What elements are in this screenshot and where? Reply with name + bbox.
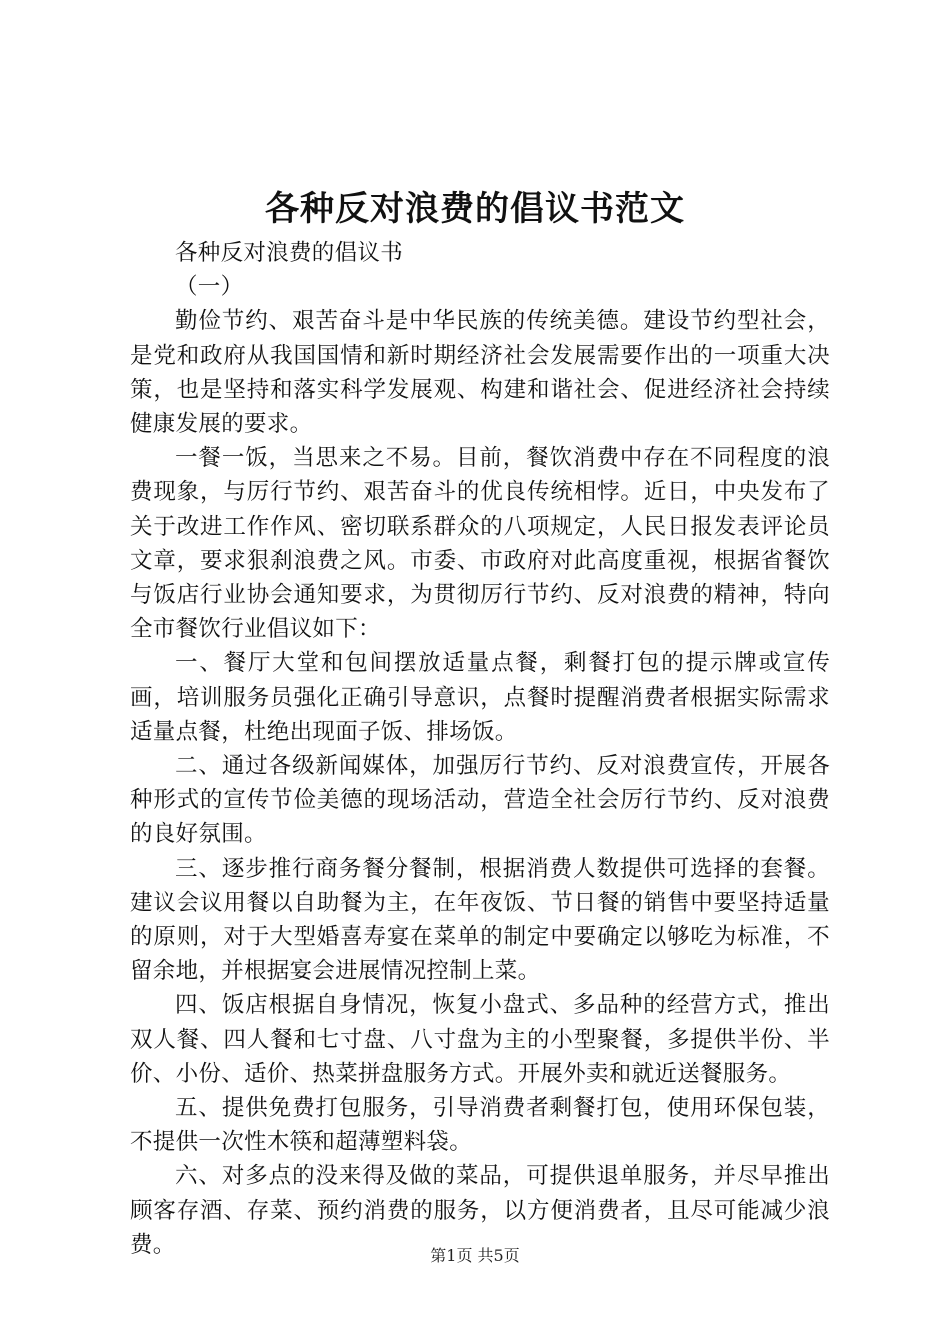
document-body: [130, 236, 830, 1262]
paragraph-item-4: 四、饭店根据自身情况，恢复小盘式、多品种的经营方式，推出双人餐、四人餐和七寸盘、八寸盘为主的小型聚餐，多提供半份、半价、小份、适价、热菜拼盘服务方式。开展外卖和就近送餐服务。: [130, 992, 830, 1087]
paragraph-item-5: 五、提供免费打包服务，引导消费者剩餐打包，使用环保包装，不提供一次性木筷和超薄塑料袋。: [130, 1095, 830, 1156]
page-footer: 第1页 共5页: [430, 1246, 520, 1265]
paragraph-item-3: 三、逐步推行商务餐分餐制，根据消费人数提供可选择的套餐。建议会议用餐以自助餐为主，在年夜饭、节日餐的销售中要坚持适量的原则，对于大型婚喜寿宴在菜单的制定中要确定以够吃为标准，不留余地，并根据宴会进展情况控制上菜。: [130, 855, 830, 985]
paragraph-intro: 勤俭节约、艰苦奋斗是中华民族的传统美德。建设节约型社会，是党和政府从我国国情和新时期经济社会发展需要作出的一项重大决策，也是坚持和落实科学发展观、构建和谐社会、促进经济社会持续健康发展的要求。: [130, 308, 830, 438]
document-title: 各种反对浪费的倡议书范文: [265, 189, 685, 229]
paragraph-item-6: 六、对多点的没来得及做的菜品，可提供退单服务，并尽早推出顾客存酒、存菜、预约消费的服务，以方便消费者，且尽可能减少浪费。: [130, 1163, 830, 1258]
document-subtitle: 各种反对浪费的倡议书: [175, 240, 404, 266]
paragraph-item-1: 一、餐厅大堂和包间摆放适量点餐，剩餐打包的提示牌或宣传画，培训服务员强化正确引导意识，点餐时提醒消费者根据实际需求适量点餐，杜绝出现面子饭、排场饭。: [130, 650, 830, 745]
paragraph-item-2: 二、通过各级新闻媒体，加强厉行节约、反对浪费宣传，开展各种形式的宣传节俭美德的现场活动，营造全社会厉行节约、反对浪费的良好氛围。: [130, 753, 830, 848]
section-marker: （一）: [175, 274, 244, 301]
paragraph-background: 一餐一饭，当思来之不易。目前，餐饮消费中存在不同程度的浪费现象，与厉行节约、艰苦奋斗的优良传统相悖。近日，中央发布了关于改进工作作风、密切联系群众的八项规定，人民日报发表评论员文章，要求狠刹浪费之风。市委、市政府对此高度重视，根据省餐饮与饭店行业协会通知要求，为贯彻厉行节约、反对浪费的精神，特向全市餐饮行业倡议如下：: [130, 445, 830, 643]
